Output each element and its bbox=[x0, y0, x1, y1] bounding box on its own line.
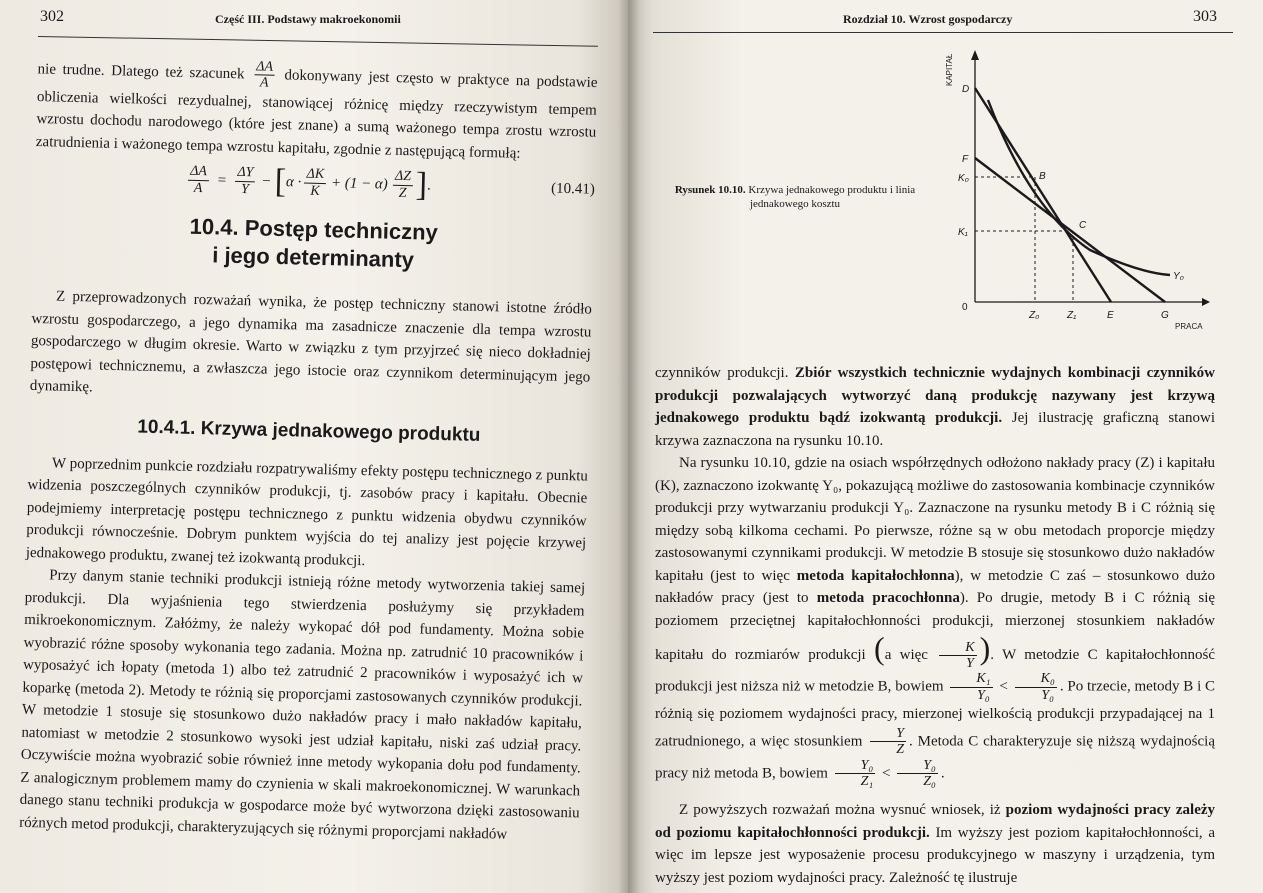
body-paragraph-1: W poprzednim punkcie rozdziału rozpatrywaliśmy efekty postępu technicznego z punktu widzenia poszczególnych czynników produkcji, tj. zasobów pracy i kapitału. Obecnie podejmiemy interpretację postępu technicznego z punktu widzenia obydwu czynników produkcji równocześnie. Dobrym punktem wyjścia do tej analizy jest pojęcie krzywej jednakowego produktu, zwanej też izokwantą produkcji. bbox=[25, 455, 589, 569]
right-paragraph-1: czynników produkcji. Zbiór wszystkich technicznie wydajnych kombinacji czynników produkcji pozwalających wytworzyć daną produkcję nazywany jest krzywą jednakowego produktu bądź izokwantą produkcji. Jej ilustrację graficzną stanowi krzywa zaznaczona na rysunku 10.10. bbox=[655, 365, 1215, 449]
y-axis-label: KAPITAŁ bbox=[945, 53, 954, 86]
label-k1: K₁ bbox=[958, 227, 968, 238]
x-axis-label: PRACA bbox=[1175, 322, 1203, 331]
origin-label: 0 bbox=[962, 302, 968, 313]
right-paragraph-3: Z powyższych rozważań można wysnuć wniosek, iż poziom wydajności pracy zależy od poziomu kapitałochłonności produkcji. Im wyższy jest poziom kapitałochłonności, a więc im lepsze jest wyposażenie procesu produkcyjnego w maszyny i urządzenia, tym wyższy jest poziom wydajności pracy. Zależność tę ilustruje bbox=[655, 802, 1216, 886]
point-c-label: C bbox=[1079, 220, 1087, 231]
right-paragraph-2: Na rysunku 10.10, gdzie na osiach współrzędnych odłożono nakłady pracy (Z) i kapitału (K), zaznaczono izokwantę Y₀, pokazującą możliwe do zastosowania kombinacje czynników produkcji przy wytwarzaniu produkcji Y₀. Zaznaczone na rysunku metody B i C różnią się między sobą kilkoma cechami. Po pierwsze, różne są w obu metodach proporcje między zastosowanymi czynnikami produkcji. W metodzie B stosuje się stosunkowo dużo nakładów kapitału (jest to więc metoda kapitałochłonna), w metodzie C zaś – stosunkowo dużo nakładów pracy (jest to metoda pracochłonna). Po drugie, metody B i C różnią się poziomem przeciętnej kapitałochłonności produkcji, mierzonej stosunkiem nakładów kapitału do rozmiarów produkcji (a więc $\frac{K}{Y}$ ). W metodzie C kapitałochłonność produkcji jest niższa niż w metodzie B, bowiem $\frac{\text{K₁}}{\text{Y₀}}$ < $\frac{\text{K₀}}{\text{Y₀}}$ . Po trzecie, metody B i C różnią się poziomem wydajności pracy, mierzonej wielkością produkcji przypadającej na 1 zatrudnionego, a więc stosunkiem $\frac{Y}{Z}$ . Metoda C charakteryzuje się niższą wydajnością pracy niż metoda B, bowiem $\frac{\text{Y₀}}{\text{Z₁}}$ < $\frac{\text{Y₀}}{\text{Z₀}}$ . bbox=[655, 455, 1216, 789]
left-page-number: 302 bbox=[40, 8, 64, 25]
intro-paragraph: nie trudne. Dlatego też szacunek $\frac{\Delta A}{A}$ dokonywany jest często w praktyce na podstawie obliczenia wielkości rezydualnej, stanowiącej różnicę między rzeczywistym tempem wzrostu dochodu narodowego (które jest znane) a sumą ważonego tempa zrostu wzrostu zatrudnienia i ważonego tempa wzrostu kapitału, zgodnie z następującą formułą: bbox=[35, 59, 598, 162]
right-page-number: 303 bbox=[1193, 8, 1217, 25]
delta-a-fraction: $\frac{\Delta A}{A}$ bbox=[254, 59, 276, 91]
x-axis-arrow-icon bbox=[1202, 298, 1210, 306]
left-running-head: Część III. Podstawy makroekonomii bbox=[215, 12, 401, 26]
formula-10-41: $\frac{\Delta A}{A}$ = $\frac{\Delta Y}{Y}$ − [ α · $\frac{\Delta K}{K}$ + (1 − α) $\frac{\Delta Z}{Z}$ ] . (10.41) bbox=[35, 159, 596, 207]
left-header-rule bbox=[38, 36, 598, 47]
right-header-rule bbox=[653, 32, 1233, 33]
figure-caption: Rysunek 10.10. Krzywa jednakowego produktu i linia jednakowego kosztu bbox=[674, 184, 916, 210]
section-paragraph: Z przeprowadzonych rozważań wynika, że postęp techniczny stanowi istotne źródło wzrostu gospodarczego, a jego dynamika ma zasadnicze znaczenie dla tempa wzrostu gospodarczego w długim okresie. Warto w związku z tym przyjrzeć się nieco dokładniej postępowi technicznemu, a zwłaszcza jego istocie oraz czynnikom determinującym jego dynamikę. bbox=[29, 288, 593, 396]
isoquant-diagram bbox=[940, 40, 1220, 340]
label-d: D bbox=[962, 84, 970, 95]
label-f: F bbox=[962, 154, 969, 165]
label-k0: K₀ bbox=[958, 173, 969, 184]
label-e: E bbox=[1107, 310, 1114, 321]
formula-number: (10.41) bbox=[550, 180, 596, 198]
section-heading: 10.4. Postęp techniczny i jego determinanty bbox=[189, 214, 439, 273]
subsection-heading: 10.4.1. Krzywa jednakowego produktu bbox=[137, 416, 481, 446]
point-b-label: B bbox=[1039, 171, 1046, 182]
y-axis-arrow-icon bbox=[971, 50, 979, 60]
label-z0: Z₀ bbox=[1029, 310, 1040, 321]
label-g: G bbox=[1161, 310, 1169, 321]
curve-y0-label: Y₀ bbox=[1173, 271, 1184, 282]
isocost-line-fg bbox=[975, 158, 1165, 302]
label-z1: Z₁ bbox=[1067, 310, 1077, 321]
right-running-head: Rozdział 10. Wzrost gospodarczy bbox=[843, 12, 1013, 26]
left-page-body bbox=[19, 54, 598, 848]
right-page-body bbox=[655, 362, 1215, 889]
body-paragraph-2: Przy danym stanie techniki produkcji istnieją różne metody wytworzenia takiej samej produkcji. Dla wyjaśnienia tego stwierdzenia posłużymy się przykładem mikroekonomicznym. Załóżmy, że należy wykopać dół pod fundamenty. Można sobie wyobrazić różne sposoby wykonania tego zadania. Można np. zatrudnić 10 pracowników i wyposażyć ich łopaty (metoda 1) albo też zatrudnić 2 pracowników i wyposażyć ich w koparkę (metoda 2). Metody te różnią się proporcjami zastosowanych czynników produkcji. W metodzie 1 stosuje się stosunkowo dużo nakładów pracy i mało nakładów kapitału, natomiast w metodzie 2 stosunkowo wysoki jest udział kapitału, niski zaś udział pracy. Oczywiście można wyobrazić sobie również inne metody wykopania dołu pod fundamenty. Z analogicznym problemem mamy do czynienia w skali makroekonomicznej. W warunkach danego stanu techniki produkcja w gospodarce może być wytworzona dzięki zastosowaniu różnych metod produkcji, charakteryzujących się różnymi proporcjami nakładów bbox=[19, 567, 586, 843]
figure-isoquant bbox=[940, 40, 1220, 340]
